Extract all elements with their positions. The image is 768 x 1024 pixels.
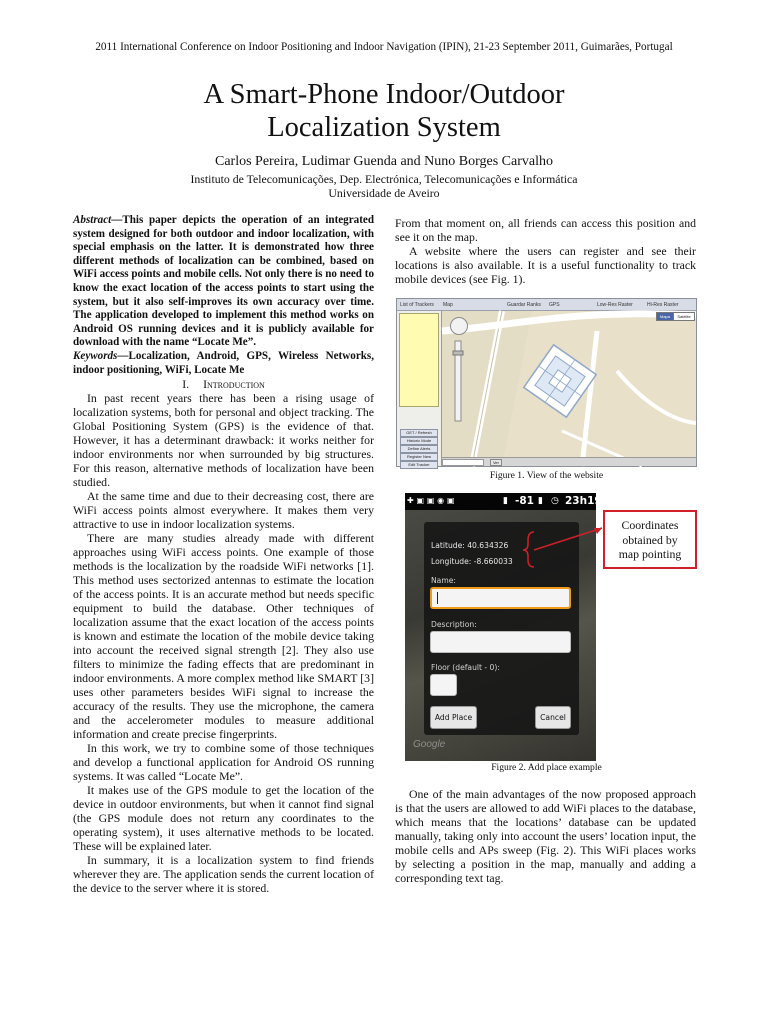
- ver-button[interactable]: Ver: [490, 459, 502, 466]
- website-toolbar: [397, 299, 696, 311]
- map-roads: [442, 311, 696, 466]
- name-input[interactable]: [430, 587, 571, 609]
- paragraph: In past recent years there has been a rising usage of localization systems, both for personal and object tracking. The Global Positioning System (GPS) is the evidence of that. However, it has a determinant drawback: it works neither for indoor environments nor when surrounded by big structures. For this reason, alternative methods of localization have been studied.: [73, 391, 374, 490]
- clock-icon: ◷: [551, 496, 559, 506]
- abstract-text: —This paper depicts the operation of an integrated system designed for both outdoor and indoor localization, with special emphasis on the latter. It is demonstrated how three different methods of localization can be combined, based on WiFi access points and mobile cells. Not only there is no need to know the exact location of the access points to start using the system, but it also self-improves its own accuracy over time. The application developed to implement this method works on Android OS running devices and it is publicly available for download with the name “Locate Me”.: [73, 214, 374, 349]
- callout-arrow-icon: [520, 520, 610, 580]
- name-label: Name:: [431, 576, 456, 585]
- google-watermark: Google: [413, 739, 446, 750]
- edit-tracker-button[interactable]: Edit Tracker: [400, 461, 438, 469]
- define-alerts-button[interactable]: Define Alerts: [400, 445, 438, 453]
- zoom-slider-icon[interactable]: [453, 341, 463, 421]
- paragraph: A website where the users can register and see their locations is also available. It is a useful functionality to track mobile devices (see Fig. 1).: [395, 244, 696, 286]
- paragraph: There are many studies already made with different approaches using WiFi access points. One example of those methods is the localization by the roadside WiFi networks [1]. This method uses sectorized antennas to estimate the location of the access points. It is an accurate method but needs specific equipment to build the database. Other techniques of localization assume that the exact location of the access points is known and estimate the location of the mobile device taking into account the received signal strength [2]. They also use filters to minimize the fading effects that are predominant in indoor environments. A more complex method like SMART [3] uses other parameters besides WiFi signal to increase the accuracy of the results. They use the microphone, the camera and the accelerometer modules to measure additional information and create precise fingerprints.: [73, 531, 374, 742]
- title-line-1: A Smart-Phone Indoor/Outdoor: [203, 79, 565, 110]
- signal-icon: ▮: [503, 496, 508, 506]
- tab-gps[interactable]: GPS: [549, 302, 560, 308]
- footer-input[interactable]: [442, 459, 484, 466]
- paragraph: One of the main advantages of the now proposed approach is that the users are allowed to add WiFi places to the database, which means that the locations’ database can be updated manually, taking only into account the users’ location input, the mobile cells and APs sweep (Fig. 2). This WiFi places works by selecting a position in the map, manually and adding a corresponding text tag.: [395, 787, 696, 885]
- conference-header: 2011 International Conference on Indoor Positioning and Indoor Navigation (IPIN), 21-23 September 2011, Guimarães, Portugal: [95, 41, 673, 53]
- paragraph: It makes use of the GPS module to get the location of the device in outdoor environments, but when it cannot find signal (the GPS module does not return any coordinates to the operating system), it uses alternative methods to be located. These will be explained later.: [73, 783, 374, 854]
- section-number: I.: [182, 377, 190, 392]
- description-label: Description:: [431, 620, 477, 629]
- paragraph: In summary, it is a localization system to find friends wherever they are. The application sends the current location of the device to the server where it is stored.: [73, 853, 374, 896]
- floor-label: Floor (default - 0):: [431, 663, 500, 672]
- paragraph: At the same time and due to their decreasing cost, there are WiFi access points almost everywhere. It makes them very attractive to use in indoor localization systems.: [73, 489, 374, 532]
- callout-line-2: obtained by: [622, 532, 678, 547]
- keywords: [73, 350, 374, 377]
- figure-2-caption: Figure 2. Add place example: [491, 762, 602, 773]
- keywords-label: Keywords: [73, 349, 118, 362]
- paper-title: [0, 78, 768, 144]
- historic-mode-button[interactable]: Historic Mode: [400, 437, 438, 445]
- pan-control-icon[interactable]: [450, 317, 468, 335]
- section-title: Introduction: [203, 377, 265, 392]
- option-low-res-raster[interactable]: Low-Res Raster: [597, 302, 633, 308]
- affiliation-line-1: Instituto de Telecomunicações, Dep. Electrónica, Telecomunicações e Informática: [190, 172, 578, 186]
- title-line-2: Localization System: [267, 112, 501, 143]
- signal-strength: -81: [515, 495, 534, 507]
- longitude-readout: Longitude: -8.660033: [431, 557, 513, 566]
- section-heading-introduction: [73, 377, 374, 391]
- right-column-top: [395, 216, 696, 286]
- figure-1-website: [396, 298, 697, 467]
- building-icon: [524, 345, 596, 417]
- battery-icon: ▮: [538, 496, 543, 506]
- floor-input[interactable]: [430, 674, 457, 696]
- callout-line-3: map pointing: [618, 547, 682, 561]
- notification-icons: ✚ ▣ ▣ ◉ ▣: [407, 496, 455, 505]
- map-type-satelite-button[interactable]: Satélite: [673, 312, 695, 321]
- add-place-button[interactable]: Add Place: [430, 706, 477, 729]
- tab-map[interactable]: Map: [443, 302, 453, 308]
- abstract-label: Abstract: [73, 214, 112, 226]
- phone-status-bar: [405, 493, 602, 510]
- register-new-button[interactable]: Register New: [400, 453, 438, 461]
- abstract: [73, 214, 374, 350]
- tab-guardar-ranks[interactable]: Guardar Ranks: [507, 302, 541, 308]
- status-time: 23h19: [565, 495, 602, 507]
- latitude-readout: Latitude: 40.634326: [431, 541, 509, 550]
- website-footer: [442, 457, 696, 466]
- tracker-list[interactable]: [399, 313, 439, 407]
- right-column-bottom: [395, 787, 696, 885]
- figure-1-caption: Figure 1. View of the website: [489, 470, 604, 481]
- map-type-mapa-button[interactable]: Mapa: [656, 312, 674, 321]
- keywords-text: —Localization, Android, GPS, Wireless Networks, indoor positioning, WiFi, Locate Me: [73, 349, 374, 376]
- website-sidebar: [397, 311, 442, 466]
- paragraph: In this work, we try to combine some of those techniques and develop a functional application for Android OS running systems. It was called “Locate Me”.: [73, 741, 374, 784]
- paragraph: From that moment on, all friends can access this position and see it on the map.: [395, 216, 696, 244]
- text-caret: [437, 592, 438, 604]
- tab-list-of-trackers[interactable]: List of Trackers: [400, 302, 434, 308]
- authors: Carlos Pereira, Ludimar Guenda and Nuno Borges Carvalho: [215, 154, 553, 169]
- refresh-button[interactable]: GET / Refresh: [400, 429, 438, 437]
- affiliation-line-2: Universidade de Aveiro: [328, 186, 440, 200]
- option-hi-res-raster[interactable]: Hi-Res Raster: [647, 302, 679, 308]
- cancel-button[interactable]: Cancel: [535, 706, 571, 729]
- coordinates-callout: [603, 510, 697, 569]
- description-input[interactable]: [430, 631, 571, 653]
- left-column: [73, 214, 374, 895]
- website-map[interactable]: [442, 311, 696, 466]
- affiliation: [0, 172, 768, 200]
- callout-line-1: Coordinates: [621, 518, 679, 532]
